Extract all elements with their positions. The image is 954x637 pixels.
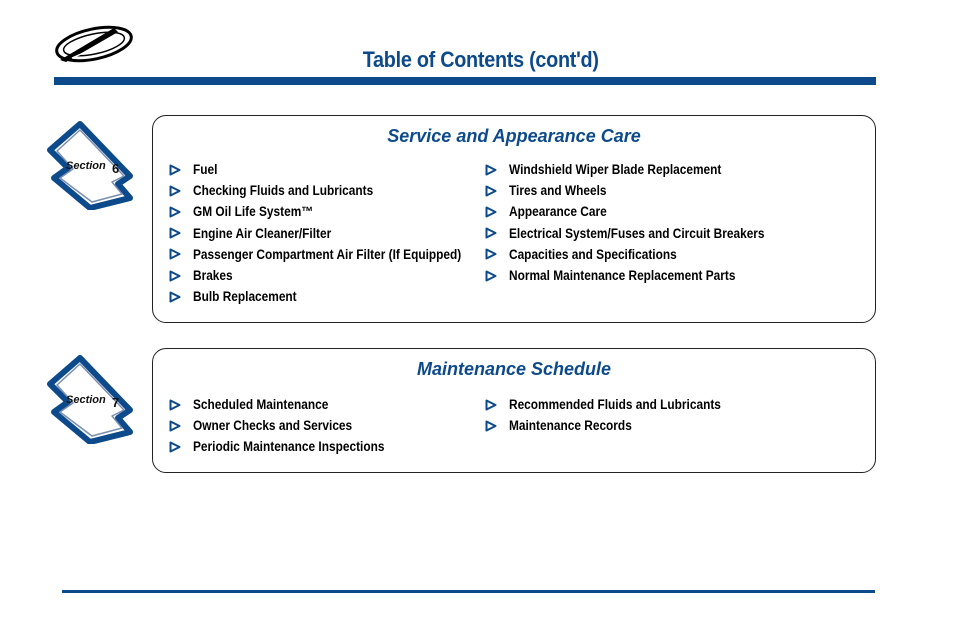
- section-badge-number: 7: [112, 395, 120, 410]
- section-6-title[interactable]: Service and Appearance Care: [387, 126, 641, 146]
- list-item[interactable]: GM Oil Life System™: [169, 201, 498, 222]
- section-7-right-list: [485, 394, 750, 436]
- list-item[interactable]: Bulb Replacement: [169, 286, 498, 307]
- section-badge-label: Section: [66, 394, 106, 406]
- list-item[interactable]: Scheduled Maintenance: [169, 394, 411, 415]
- list-item[interactable]: Checking Fluids and Lubricants: [169, 180, 498, 201]
- triangle-bullet-icon: [169, 248, 181, 260]
- triangle-bullet-icon: [485, 227, 497, 239]
- triangle-bullet-icon: [485, 270, 497, 282]
- section-7-title[interactable]: Maintenance Schedule: [416, 359, 612, 379]
- triangle-bullet-icon: [169, 399, 181, 411]
- section-6-right-list: [485, 159, 799, 286]
- list-item[interactable]: Appearance Care: [485, 201, 799, 222]
- list-item[interactable]: Tires and Wheels: [485, 180, 799, 201]
- triangle-bullet-icon: [485, 399, 497, 411]
- list-item[interactable]: Windshield Wiper Blade Replacement: [485, 159, 799, 180]
- triangle-bullet-icon: [485, 164, 497, 176]
- section-7-box: [152, 348, 876, 473]
- list-item[interactable]: Maintenance Records: [485, 415, 750, 436]
- list-item[interactable]: Capacities and Specifications: [485, 244, 799, 265]
- list-item[interactable]: Normal Maintenance Replacement Parts: [485, 265, 799, 286]
- section-6-badge[interactable]: [46, 120, 136, 210]
- section-7-left-list: [169, 394, 411, 458]
- section-6-left-list: [169, 159, 498, 307]
- triangle-bullet-icon: [169, 270, 181, 282]
- triangle-bullet-icon: [169, 291, 181, 303]
- triangle-bullet-icon: [169, 227, 181, 239]
- section-badge-label: Section: [66, 160, 106, 172]
- section-7-badge[interactable]: [46, 354, 136, 444]
- list-item[interactable]: Recommended Fluids and Lubricants: [485, 394, 750, 415]
- list-item[interactable]: Periodic Maintenance Inspections: [169, 436, 411, 457]
- list-item[interactable]: Owner Checks and Services: [169, 415, 411, 436]
- list-item[interactable]: Brakes: [169, 265, 498, 286]
- triangle-bullet-icon: [169, 164, 181, 176]
- list-item[interactable]: Electrical System/Fuses and Circuit Breakers: [485, 223, 799, 244]
- triangle-bullet-icon: [485, 206, 497, 218]
- list-item[interactable]: Engine Air Cleaner/Filter: [169, 223, 498, 244]
- title-rule: [54, 77, 876, 85]
- list-item[interactable]: Passenger Compartment Air Filter (If Equipped): [169, 244, 498, 265]
- section-6-box: [152, 115, 876, 323]
- triangle-bullet-icon: [169, 420, 181, 432]
- triangle-bullet-icon: [169, 206, 181, 218]
- triangle-bullet-icon: [485, 248, 497, 260]
- list-item[interactable]: Fuel: [169, 159, 498, 180]
- bottom-rule: [62, 590, 875, 593]
- section-badge-number: 6: [112, 161, 120, 176]
- triangle-bullet-icon: [485, 420, 497, 432]
- triangle-bullet-icon: [169, 441, 181, 453]
- page-title: Table of Contents (cont'd): [362, 47, 599, 72]
- triangle-bullet-icon: [485, 185, 497, 197]
- triangle-bullet-icon: [169, 185, 181, 197]
